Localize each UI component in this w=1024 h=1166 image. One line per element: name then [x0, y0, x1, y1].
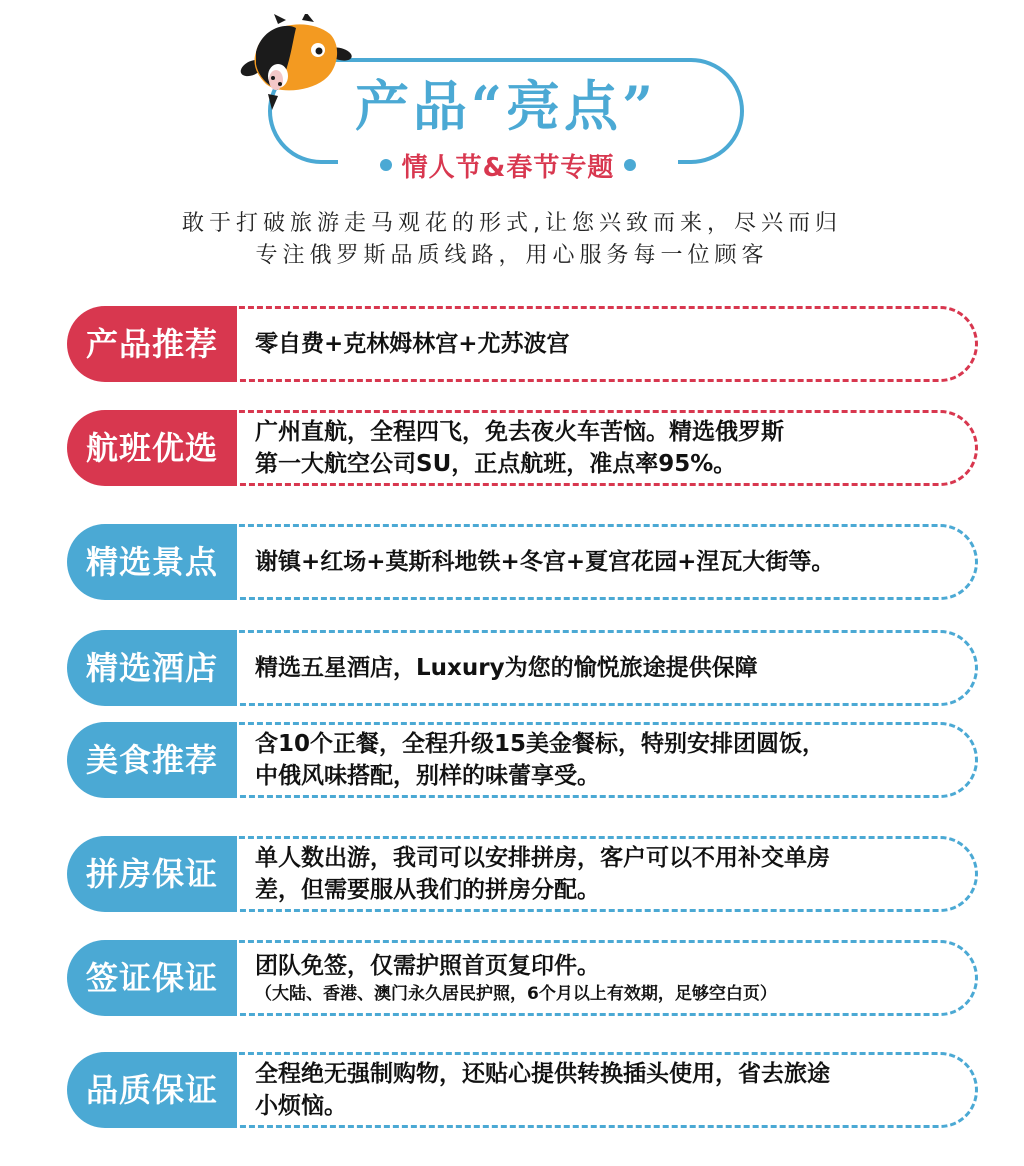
- feature-row-attractions: [67, 524, 978, 600]
- feature-row-room-share: [67, 836, 978, 912]
- row-text: 精选五星酒店，Luxury为您的愉悦旅途提供保障: [255, 655, 758, 681]
- row-content: [255, 410, 950, 486]
- row-content: [255, 524, 950, 600]
- row-label: 精选酒店: [67, 630, 237, 706]
- intro-line: 专注俄罗斯品质线路，用心服务每一位顾客: [255, 243, 769, 268]
- page-title: 产品“亮点”: [354, 74, 658, 138]
- row-text: 团队免签，仅需护照首页复印件。: [255, 953, 600, 979]
- dot-icon: [380, 159, 392, 171]
- row-text: 小烦恼。: [255, 1093, 347, 1119]
- row-text: 第一大航空公司SU，正点航班，准点率95%。: [255, 451, 737, 477]
- row-label: 美食推荐: [67, 722, 237, 798]
- cartoon-cow-icon: [238, 14, 354, 114]
- feature-row-products: [67, 306, 978, 382]
- row-note: （大陆、香港、澳门永久居民护照，6个月以上有效期，足够空白页）: [255, 984, 777, 1004]
- row-text: 差，但需要服从我们的拼房分配。: [255, 877, 600, 903]
- page-subtitle: 情人节&春节专题: [401, 152, 615, 183]
- feature-row-hotels: [67, 630, 978, 706]
- row-text: 中俄风味搭配，别样的味蕾享受。: [255, 763, 600, 789]
- subtitle-bar: [338, 150, 678, 183]
- feature-row-food: [67, 722, 978, 798]
- row-text: 零自费+克林姆林宫+尤苏波宫: [255, 331, 570, 357]
- row-content: [255, 940, 950, 1016]
- row-text: 谢镇+红场+莫斯科地铁+冬宫+夏宫花园+涅瓦大街等。: [255, 549, 835, 575]
- row-text: 广州直航，全程四飞，免去夜火车苦恼。精选俄罗斯: [255, 419, 784, 445]
- row-label: 精选景点: [67, 524, 237, 600]
- row-label: 品质保证: [67, 1052, 237, 1128]
- row-content: [255, 630, 950, 706]
- row-text: 单人数出游，我司可以安排拼房，客户可以不用补交单房: [255, 845, 830, 871]
- row-content: [255, 722, 950, 798]
- row-label: 拼房保证: [67, 836, 237, 912]
- row-content: [255, 306, 950, 382]
- row-content: [255, 1052, 950, 1128]
- row-content: [255, 836, 950, 912]
- feature-row-quality: [67, 1052, 978, 1128]
- row-label: 签证保证: [67, 940, 237, 1016]
- feature-row-visa: [67, 940, 978, 1016]
- row-text: 含10个正餐，全程升级15美金餐标，特别安排团圆饭，: [255, 731, 826, 757]
- row-text: 全程绝无强制购物，还贴心提供转换插头使用，省去旅途: [255, 1061, 830, 1087]
- row-label: 航班优选: [67, 410, 237, 486]
- feature-row-flights: [67, 410, 978, 486]
- row-label: 产品推荐: [67, 306, 237, 382]
- intro-line: 敢于打破旅游走马观花的形式,让您兴致而来，尽兴而归: [182, 211, 842, 236]
- dot-icon: [624, 159, 636, 171]
